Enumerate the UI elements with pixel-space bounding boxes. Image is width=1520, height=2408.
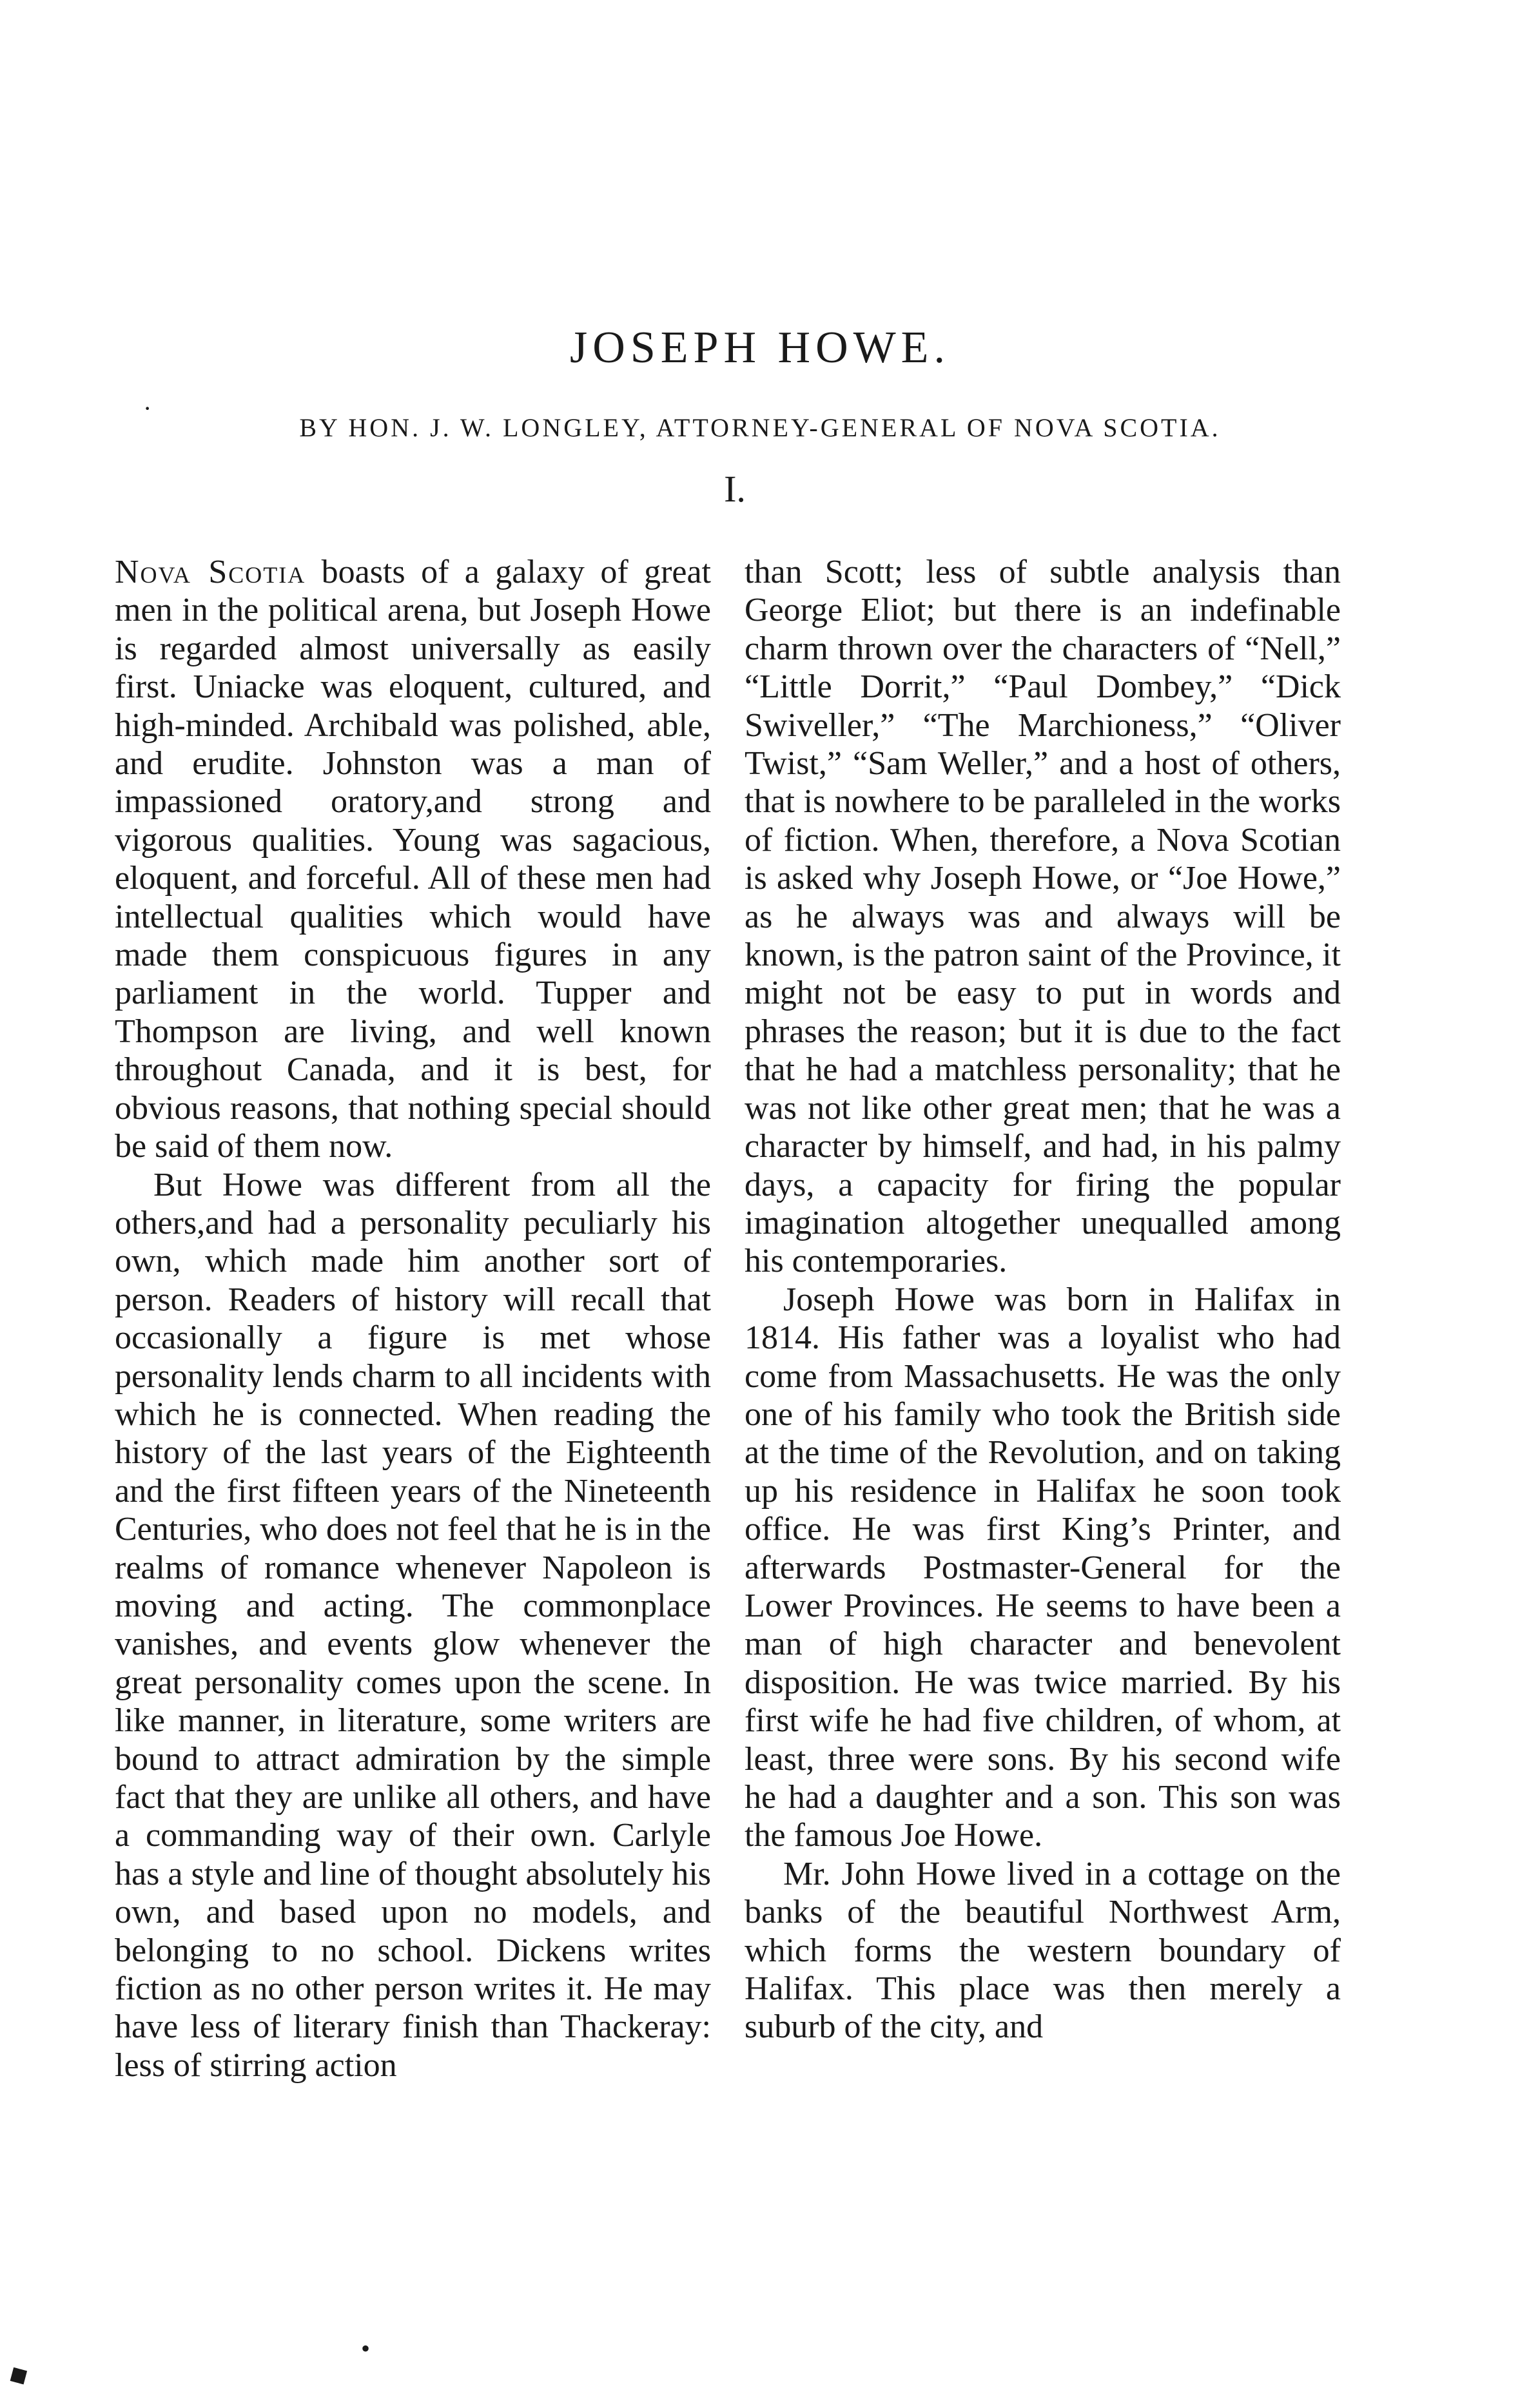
paragraph: Mr. John Howe lived in a cottage on the banks of the beautiful Northwest Arm, which forms the western boundary of Halifax. This place was then merely a suburb of the city, and — [745, 1855, 1341, 2046]
paragraph: But Howe was different from all the others,and had a personality peculiarly his own, which made him another sort of person. Readers of history will recall that occasionally a figure is met whose personality lends charm to all incidents with which he is connected. When reading the history of the last years of the Eighteenth and the first fifteen years of the Nineteenth Centuries, who does not feel that he is in the realms of romance whenever Napoleon is moving and acting. The commonplace vanishes, and events glow whenever the great personality comes upon the scene. In like manner, in literature, some writers are bound to attract admiration by the simple fact that they are unlike all others, and have a commanding way of their own. Carlyle has a style and line of thought absolutely his own, and based upon no models, and belonging to no school. Dickens writes fiction as no other person writes it. He may have less of literary finish than Thackeray: less of stirring action — [115, 1166, 711, 2084]
speck-mark: · — [143, 394, 152, 423]
right-column — [745, 553, 1341, 2046]
opening-words: Nova Scotia — [115, 554, 306, 590]
paragraph — [115, 553, 711, 1166]
left-column — [115, 553, 711, 2084]
paragraph: Joseph Howe was born in Halifax in 1814. His father was a loyalist who had come from Massachusetts. He was the only one of his family who took the British side at the time of the Revolution, and on taking up his residence in Halifax he soon took office. He was first King’s Printer, and afterwards Postmaster-General for the Lower Provinces. He seems to have been a man of high character and benevolent disposition. He was twice married. By his first wife he had five children, of whom, at least, three were sons. By his second wife he had a daughter and a son. This son was the famous Joe Howe. — [745, 1281, 1341, 1854]
speck-mark: ◆ — [1, 2356, 34, 2392]
paragraph: than Scott; less of subtle analysis than George Eliot; but there is an indefinable charm thrown over the characters of “Nell,” “Little Dorrit,” “Paul Dombey,” “Dick Swiveller,” “The Marchioness,” “Oliver Twist,” “Sam Weller,” and a host of others, that is nowhere to be paralleled in the works of fiction. When, therefore, a Nova Scotian is asked why Joseph Howe, or “Joe Howe,” as he always was and always will be known, is the patron saint of the Province, it might not be easy to put in words and phrases the reason; but it is due to the fact that he had a matchless personality; that he was not like other great men; that he was a character by himself, and had, in his palmy days, a capacity for firing the popular imagination altogether unequalled among his contemporaries. — [745, 554, 1341, 1280]
paragraph-text: boasts of a galaxy of great men in the political arena, but Joseph Howe is regarded almost universally as easily first. Uniacke was eloquent, cultured, and high-minded. Archibald was polished, able, and erudite. Johnston was a man of impassioned oratory,and strong and vigorous qualities. Young was sagacious, eloquent, and forceful. All of these men had intellectual qualities which would have made them conspicuous figures in any parliament in the world. Tupper and Thompson are living, and well known throughout Canada, and it is best, for obvious reasons, that nothing special should be said of them now. — [115, 554, 711, 1165]
speck-mark: • — [361, 2334, 371, 2363]
section-number: I. — [724, 468, 746, 510]
article-title: JOSEPH HOWE. — [570, 323, 950, 373]
author-byline: BY HON. J. W. LONGLEY, ATTORNEY-GENERAL OF NOVA SCOTIA. — [299, 413, 1221, 442]
